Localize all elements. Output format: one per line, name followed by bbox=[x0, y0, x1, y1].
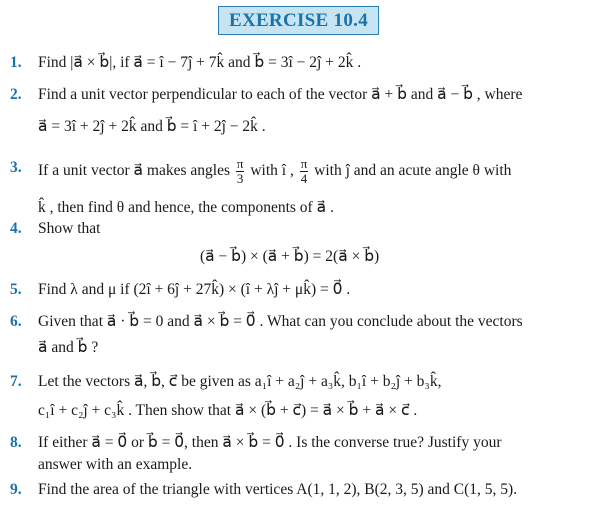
exercise-text: with ĵ and an acute angle θ with bbox=[314, 162, 512, 180]
exercise-number: 4. bbox=[10, 220, 22, 237]
exercise-number: 3. bbox=[10, 159, 22, 176]
exercise-text: answer with an example. bbox=[38, 456, 193, 473]
exercise-text: Given that a⃗ · b⃗ = 0 and a⃗ × b⃗ = 0⃗ . What can you conclude about the vectors bbox=[38, 313, 523, 330]
exercise-number: 2. bbox=[10, 86, 22, 103]
exercise-number: 6. bbox=[10, 313, 22, 330]
exercise-text: c₁î + c₂ĵ + c₃k̂ . Then show that a⃗ × (b⃗ + c⃗) = a⃗ × b⃗ + a⃗ × c⃗ . bbox=[38, 402, 418, 419]
fraction-numerator: π bbox=[236, 156, 244, 171]
exercise-number: 9. bbox=[10, 481, 22, 498]
fraction-pi-over-3 bbox=[236, 157, 245, 186]
fraction-numerator: π bbox=[300, 156, 308, 171]
exercise-text: If either a⃗ = 0⃗ or b⃗ = 0⃗, then a⃗ × b⃗ = 0⃗ . Is the converse true? Justify your bbox=[38, 434, 502, 451]
fraction-denominator: 3 bbox=[236, 171, 244, 186]
exercise-text: k̂ , then find θ and hence, the components of a⃗ . bbox=[38, 199, 334, 216]
exercise-text: Find λ and μ if (2î + 6ĵ + 27k̂) × (î + λĵ + μk̂) = 0⃗ . bbox=[38, 281, 351, 298]
exercise-text: Find a unit vector perpendicular to each of the vector a⃗ + b⃗ and a⃗ − b⃗ , where bbox=[38, 86, 523, 103]
exercise-text: Find the area of the triangle with vertices A(1, 1, 2), B(2, 3, 5) and C(1, 5, 5). bbox=[38, 481, 518, 498]
exercise-number: 5. bbox=[10, 281, 22, 298]
exercise-text: a⃗ and b⃗ ? bbox=[38, 339, 99, 356]
fraction-denominator: 4 bbox=[300, 171, 308, 186]
exercise-number: 7. bbox=[10, 373, 22, 390]
display-equation: (a⃗ − b⃗) × (a⃗ + b⃗) = 2(a⃗ × b⃗) bbox=[200, 248, 380, 265]
exercise-number: 1. bbox=[10, 54, 22, 71]
exercise-title: EXERCISE 10.4 bbox=[218, 6, 379, 35]
exercise-text-line1 bbox=[38, 157, 511, 186]
exercise-text: If a unit vector a⃗ makes angles bbox=[38, 162, 230, 180]
exercise-text: Let the vectors a⃗, b⃗, c⃗ be given as a₁î + a₂ĵ + a₃k̂, b₁î + b₂ĵ + b₃k̂, bbox=[38, 373, 442, 390]
exercise-text: a⃗ = 3î + 2ĵ + 2k̂ and b⃗ = î + 2ĵ − 2k̂ . bbox=[38, 118, 266, 135]
exercise-text: Find |a⃗ × b⃗|, if a⃗ = î − 7ĵ + 7k̂ and b⃗ = 3î − 2ĵ + 2k̂ . bbox=[38, 54, 362, 71]
exercise-number: 8. bbox=[10, 434, 22, 451]
exercise-text: Show that bbox=[38, 220, 101, 237]
fraction-pi-over-4 bbox=[300, 157, 309, 186]
exercise-text: with î , bbox=[250, 162, 294, 180]
